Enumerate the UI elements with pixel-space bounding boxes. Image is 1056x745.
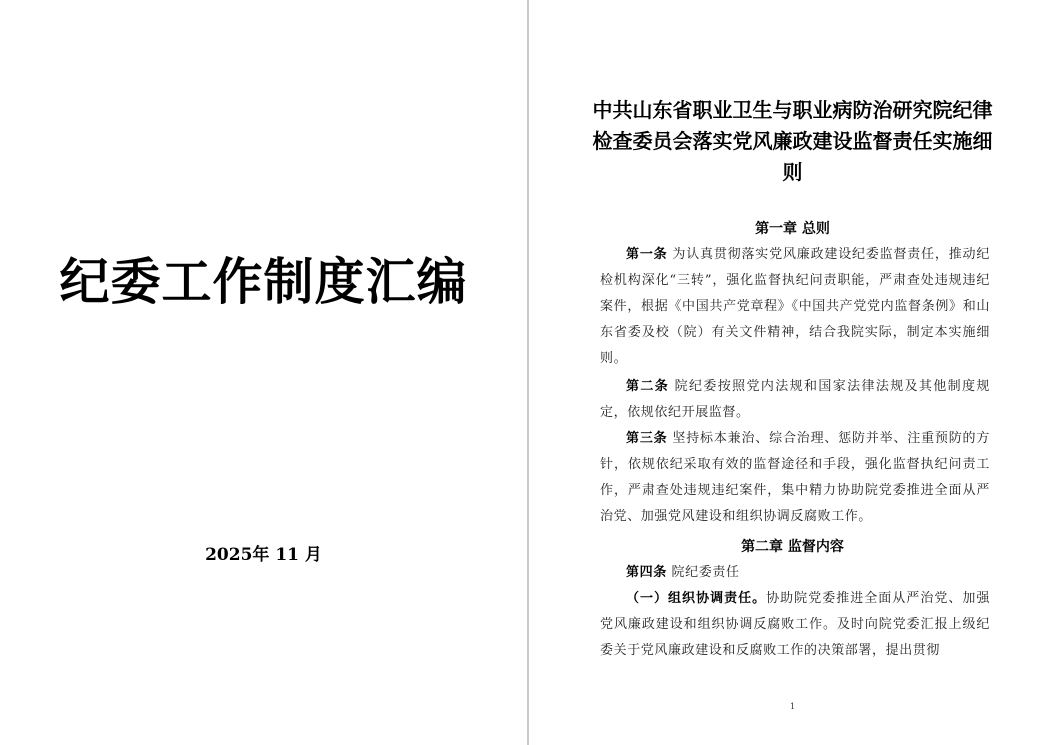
article-4-item-1 xyxy=(600,586,990,664)
cover-page xyxy=(0,0,527,745)
document-title: 中共山东省职业卫生与职业病防治研究院纪律检查委员会落实党风廉政建设监督责任实施细则 xyxy=(592,98,993,184)
cover-title: 纪委工作制度汇编 xyxy=(59,252,468,311)
article-1 xyxy=(600,242,990,372)
item-1-label: （一）组织协调责任。 xyxy=(626,591,767,606)
article-4 xyxy=(600,560,990,586)
chapter-heading-2: 第二章 监督内容 xyxy=(741,539,844,555)
article-2-label: 第二条 xyxy=(626,379,670,394)
article-2 xyxy=(600,374,990,426)
article-1-label: 第一条 xyxy=(626,247,668,262)
article-3-label: 第三条 xyxy=(626,431,668,446)
page-number: 1 xyxy=(789,702,796,711)
chapter-heading-1: 第一章 总则 xyxy=(755,221,830,237)
article-2-text: 院纪委按照党内法规和国家法律法规及其他制度规定，依规依纪开展监督。 xyxy=(600,379,991,420)
article-3-text: 坚持标本兼治、综合治理、惩防并举、注重预防的方针，依规依纪采取有效的监督途径和手段，强化监督执纪问责工作，严肃查处违规违纪案件，集中精力协助院党委推进全面从严治党、加强党风建设和组织协调反腐败工作。 xyxy=(600,431,990,524)
article-1-text: 为认真贯彻落实党风廉政建设纪委监督责任，推动纪检机构深化“三转”，强化监督执纪问责职能，严肃查处违规违纪案件，根据《中国共产党章程》《中国共产党党内监督条例》和山东省委及校（院）有关文件精神，结合我院实际，制定本实施细则。 xyxy=(600,247,990,366)
article-3 xyxy=(600,426,990,530)
article-4-label: 第四条 xyxy=(626,565,667,580)
content-page xyxy=(529,0,1056,745)
item-1-text: 协助院党委推进全面从严治党、加强党风廉政建设和组织协调反腐败工作。及时向院党委汇报上级纪委关于党风廉政建设和反腐败工作的决策部署，提出贯彻 xyxy=(600,591,990,658)
cover-date: 2025年 11 月 xyxy=(205,545,322,565)
article-4-text: 院纪委责任 xyxy=(671,565,740,580)
